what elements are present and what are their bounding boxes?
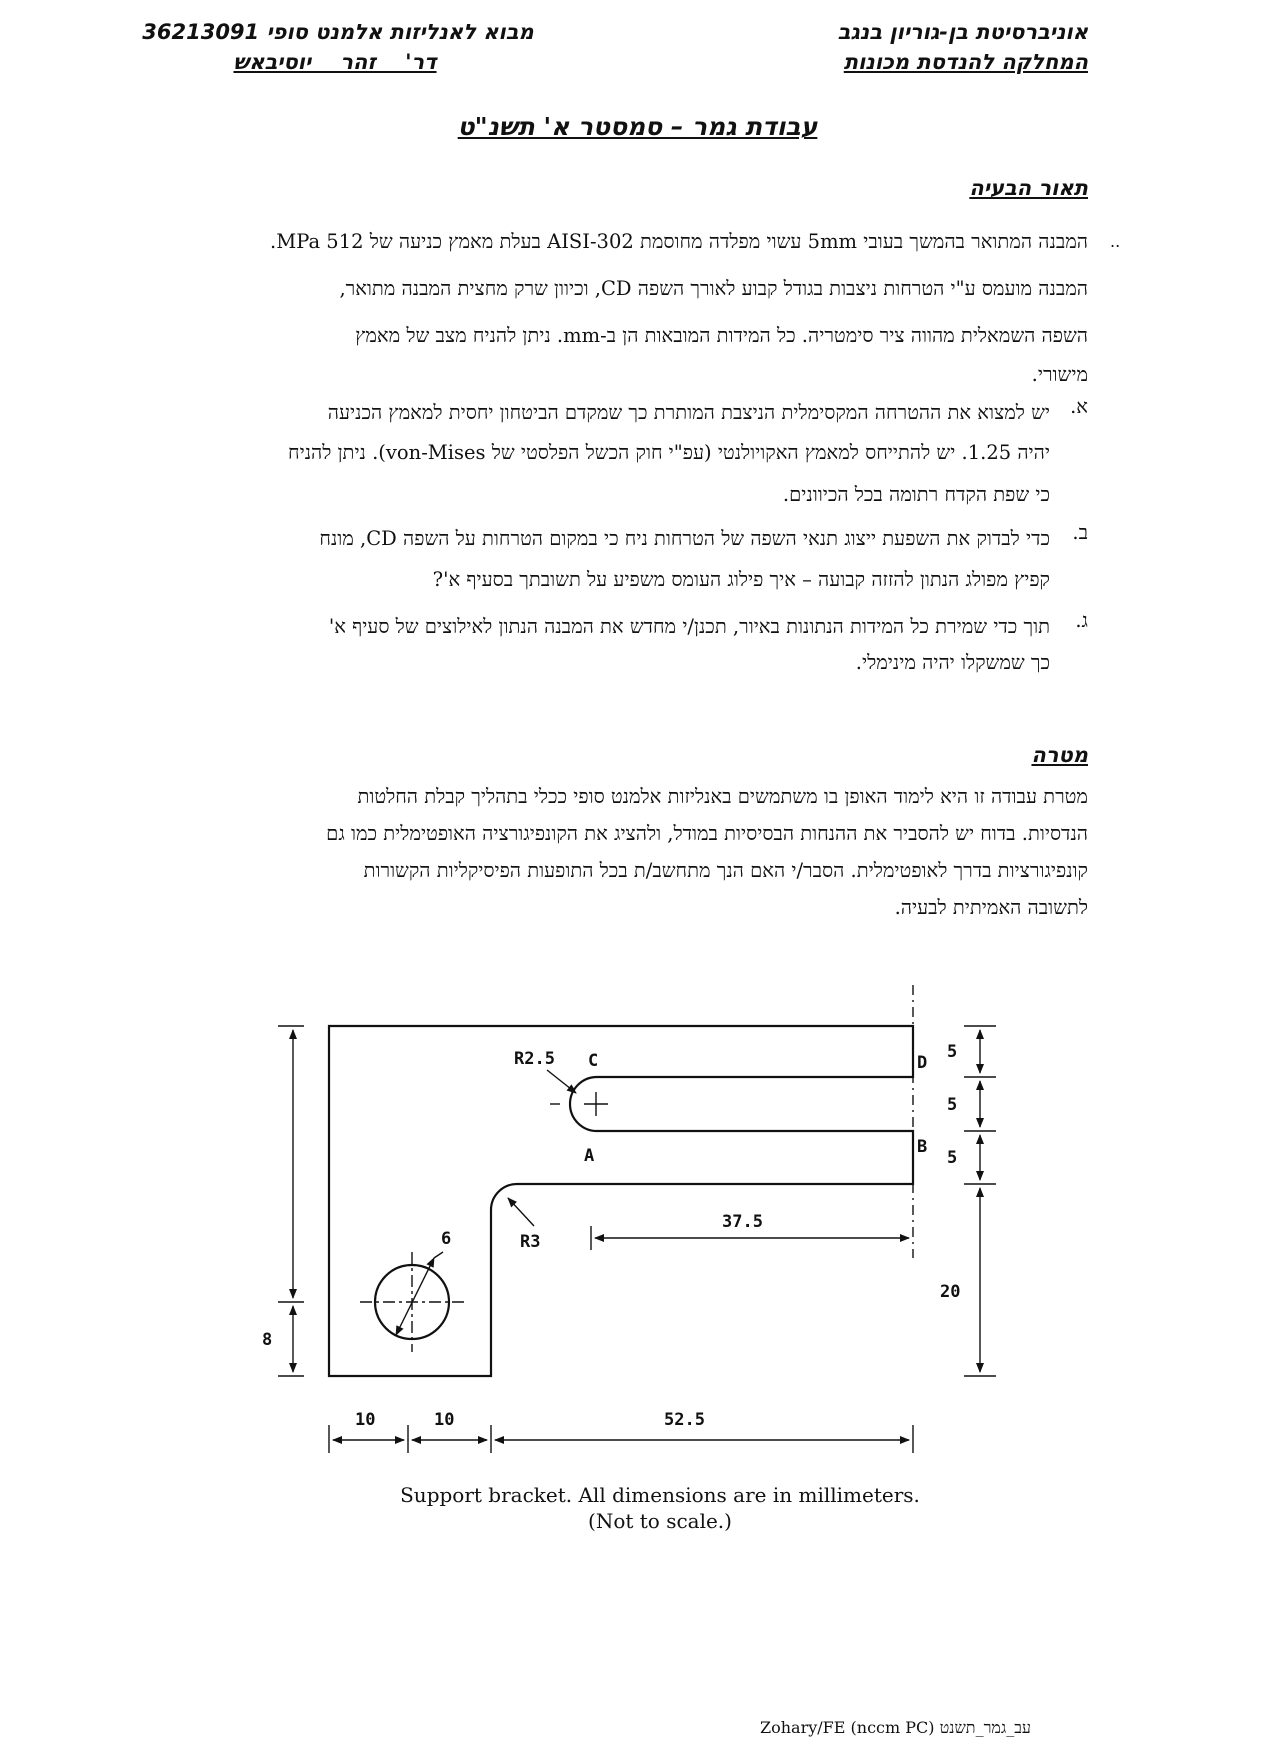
- bracket-outline: [329, 1026, 913, 1376]
- page-title: עבודת גמר – סמסטר א' תשנ"ט: [457, 112, 818, 141]
- dim-right-5-low: 5: [947, 1148, 958, 1168]
- task-label: א.: [1070, 395, 1088, 418]
- task-line: כדי לבדוק את השפעת ייצוג תנאי השפה של הטרחות ניח כי במקום הטרחות על השפה CD, מונח: [319, 527, 1050, 550]
- caption-line-1: Support bracket. All dimensions are in millimeters.: [400, 1483, 920, 1507]
- dim-bottom-52-5: 52.5: [664, 1410, 705, 1430]
- section-heading-goal: מטרה: [1031, 743, 1088, 767]
- task-line: קפיץ מפולג הנתון להזזה קבועה – איך פילוג העומס משפיע על תשובתך בסעיף א'?: [432, 568, 1050, 591]
- task-line: יש למצוא את ההטרחה המקסימלית הניצבת המותרת כך שמקדם הביטחון יחסית למאמץ הכניעה: [327, 401, 1050, 424]
- department-name: המחלקה להנדסת מכונות: [843, 50, 1088, 74]
- label-point-c: C: [588, 1051, 599, 1071]
- task-line: כך שמשקלו יהיה מינימלי.: [855, 651, 1050, 674]
- goal-line: לתשובה האמיתית לבעיה.: [894, 896, 1088, 919]
- label-point-d: D: [917, 1053, 928, 1073]
- problem-line: השפה השמאלית מהווה ציר סימטריה. כל המידות המובאות הן ב-mm. ניתן להניח מצב של מאמץ: [355, 324, 1088, 347]
- caption-line-2: (Not to scale.): [588, 1509, 732, 1533]
- lecturer-name: דר' זהר יוסיבאש: [233, 50, 437, 74]
- section-heading-problem: תאור הבעיה: [969, 176, 1088, 200]
- task-label: ב.: [1072, 521, 1088, 544]
- label-r-corner: R3: [520, 1232, 541, 1252]
- dim-bottom-10-a: 10: [355, 1410, 376, 1430]
- university-name: אוניברסיטת בן-גוריון בנגב: [837, 20, 1088, 44]
- dim-slot-length: 37.5: [722, 1212, 763, 1232]
- dim-left-8: 8: [262, 1330, 273, 1350]
- dim-right-5-mid: 5: [947, 1095, 958, 1115]
- margin-dots: ..: [1110, 232, 1121, 251]
- problem-line: המבנה מועמס ע"י הטרחות ניצבות בגודל קבוע לאורך השפה CD, וכיוון שרק מחצית המבנה מתואר,: [339, 277, 1088, 300]
- figure-caption: [300, 1482, 1020, 1534]
- goal-line: מטרת עבודה זו היא לימוד האופן בו משתמשים באנליזות אלמנט סופי ככלי בתהליך קבלת החלטות: [357, 785, 1088, 808]
- label-r-slot: R2.5: [514, 1049, 555, 1069]
- task-label: ג.: [1075, 609, 1088, 632]
- dim-right-20: 20: [940, 1282, 961, 1302]
- label-point-a: A: [584, 1146, 595, 1166]
- task-line: יהיה 1.25. יש להתייחס למאמץ האקויולנטי (עפ"י חוק הכשל הפלסטי של von-Mises). ניתן להניח: [288, 441, 1050, 464]
- task-line: תוך כדי שמירת כל המידות הנתונות באיור, תכנן/י מחדש את המבנה הנתון לאילוצים של סעיף א': [328, 615, 1050, 638]
- problem-line: מישורי.: [1031, 363, 1088, 386]
- task-line: כי שפת הקדח רתומה בכל הכיוונים.: [782, 483, 1050, 506]
- dim-bottom-10-b: 10: [434, 1410, 455, 1430]
- label-point-b: B: [917, 1137, 928, 1157]
- problem-line: המבנה המתואר בהמשך בעובי 5mm עשוי מפלדה מחוסמת AISI-302 בעלת מאמץ כניעה של 512 MPa.: [270, 230, 1088, 253]
- footer-note: Zohary/FE (nccm PC) עב_גמר_תשנט: [760, 1718, 1031, 1737]
- goal-line: הנדסיות. בדוח יש להסביר את ההנחות הבסיסיות במודל, ולהציג את הקונפיגורציה האופטימלית כמו גם: [326, 822, 1088, 845]
- dim-right-5-top: 5: [947, 1042, 958, 1062]
- label-hole-dia: 6: [441, 1229, 452, 1249]
- goal-line: קונפיגורציות בדרך לאופטימלית. הסבר/י האם הנך מתחשב/ת בכל התופעות הפיסיקליות הקשורות: [363, 859, 1088, 882]
- course-title: מבוא לאנליזות אלמנט סופי 36213091: [142, 20, 534, 44]
